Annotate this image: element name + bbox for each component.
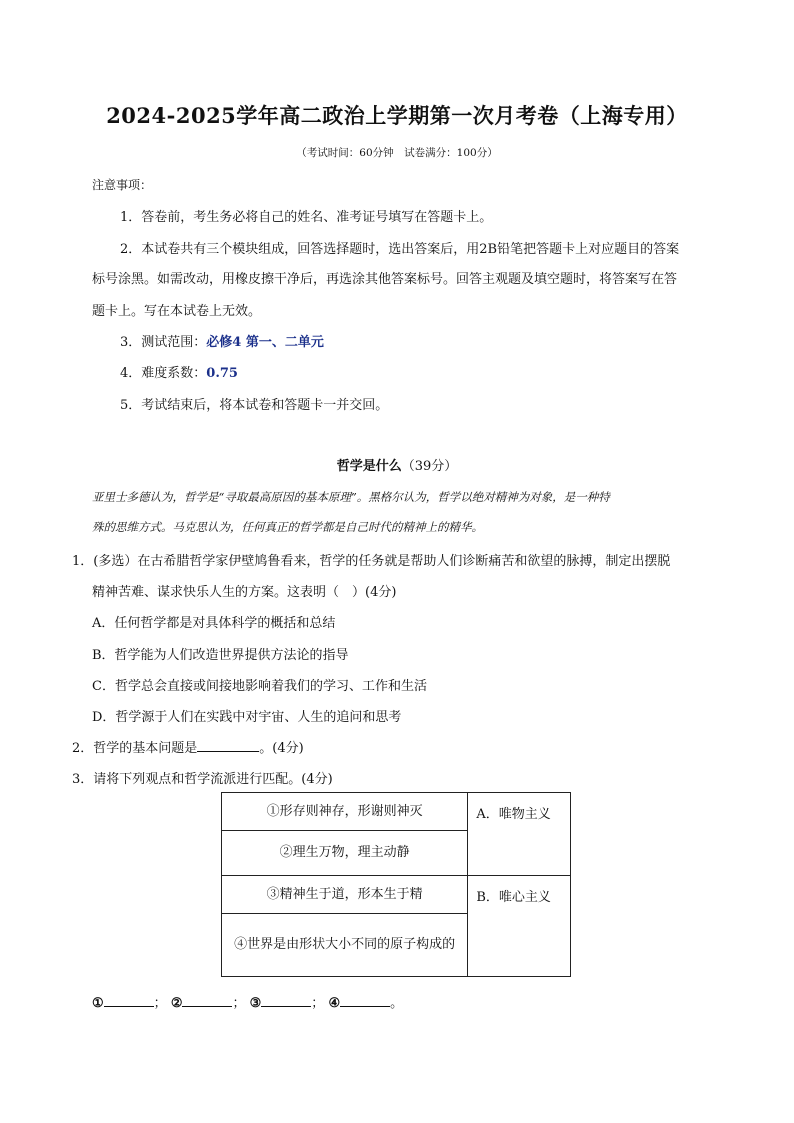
answer-end: 。 [390,996,404,1011]
answer-blank-2 [182,994,232,1007]
page-title: 2024-2025学年高二政治上学期第一次月考卷（上海专用） [106,103,688,128]
test-scope: 必修4 第一、二单元 [206,335,324,350]
notice-item-1: 1．答卷前，考生务必将自己的姓名、准考证号填写在答题卡上。 [120,210,493,225]
section-name: 哲学是什么 [336,459,402,474]
answer-separator: ； [153,996,167,1011]
answer-label-3: ③ [249,996,262,1011]
question-3: 3．请将下列观点和哲学流派进行匹配。(4分) [72,772,333,787]
view-cell-2 [222,831,468,876]
notice-heading: 注意事项： [92,178,153,192]
question-1-option-a: A．任何哲学都是对具体科学的概括和总结 [92,616,336,631]
view-cell-1 [222,793,468,831]
difficulty-value: 0.75 [206,366,238,381]
question-2-suffix: 。(4分) [259,741,304,756]
view-4: ④世界是由形状大小不同的原子构成的 [234,937,456,952]
school-b: B．唯心主义 [476,890,551,905]
view-1: ①形存则神存，形谢则神灭 [266,803,423,819]
notice-item-5: 5．考试结束后，将本试卷和答题卡一并交回。 [120,398,389,413]
section-intro-line-1: 亚里士多德认为，哲学是“寻取最高原因的基本原理”。黑格尔认为，哲学以绝对精神为对象，是一种特 [92,490,610,504]
answer-label-2: ② [170,996,183,1011]
view-cell-3 [222,876,468,914]
question-2 [72,737,304,756]
answer-line [92,992,403,1011]
notice-item-4-prefix: 4．难度系数： [120,366,207,381]
answer-blank-1 [104,994,154,1007]
notice-item-4 [120,362,238,381]
answer-label-1: ① [92,996,104,1011]
view-3: ③精神生于道，形本生于精 [266,886,423,902]
question-2-blank [197,739,259,752]
section-score: （39分） [401,459,458,474]
notice-item-3-prefix: 3．测试范围： [120,335,207,350]
matching-table [221,792,571,977]
section-title [0,455,794,474]
question-2-prefix: 2．哲学的基本问题是 [72,741,198,756]
school-cell-a [468,793,571,876]
question-1-stem-line-2: 精神苦难、谋求快乐人生的方案。这表明（ ）(4分) [92,585,397,600]
question-1-option-c: C．哲学总会直接或间接地影响着我们的学习、工作和生活 [92,679,427,694]
notice-item-3 [120,331,324,350]
section-intro-line-2: 殊的思维方式。马克思认为，任何真正的哲学都是自己时代的精神上的精华。 [92,520,483,534]
notice-item-2-line-2: 标号涂黑。如需改动，用橡皮擦干净后，再选涂其他答案标号。回答主观题及填空题时，将答案写在答 [92,272,678,287]
school-a: A．唯物主义 [476,807,551,822]
notice-item-2-line-1: 2．本试卷共有三个模块组成，回答选择题时，选出答案后，用2B铅笔把答题卡上对应题目的答案 [120,242,680,257]
answer-label-4: ④ [328,996,341,1011]
exam-info: （考试时间：60分钟 试卷满分：100分） [296,147,498,159]
school-cell-b [468,876,571,977]
view-2: ②理生万物，理主动静 [279,845,410,860]
question-1-stem-line-1: 1．(多选）在古希腊哲学家伊壁鸠鲁看来，哲学的任务就是帮助人们诊断痛苦和欲望的脉搏，制定出摆脱 [72,554,671,569]
question-1-option-b: B．哲学能为人们改造世界提供方法论的指导 [92,648,349,663]
answer-separator: ； [232,996,246,1011]
answer-separator: ； [311,996,325,1011]
view-cell-4 [222,914,468,977]
answer-blank-4 [340,994,390,1007]
answer-blank-3 [261,994,311,1007]
notice-item-2-line-3: 题卡上。写在本试卷上无效。 [92,304,262,319]
question-1-option-d: D．哲学源于人们在实践中对宇宙、人生的追问和思考 [92,710,402,725]
